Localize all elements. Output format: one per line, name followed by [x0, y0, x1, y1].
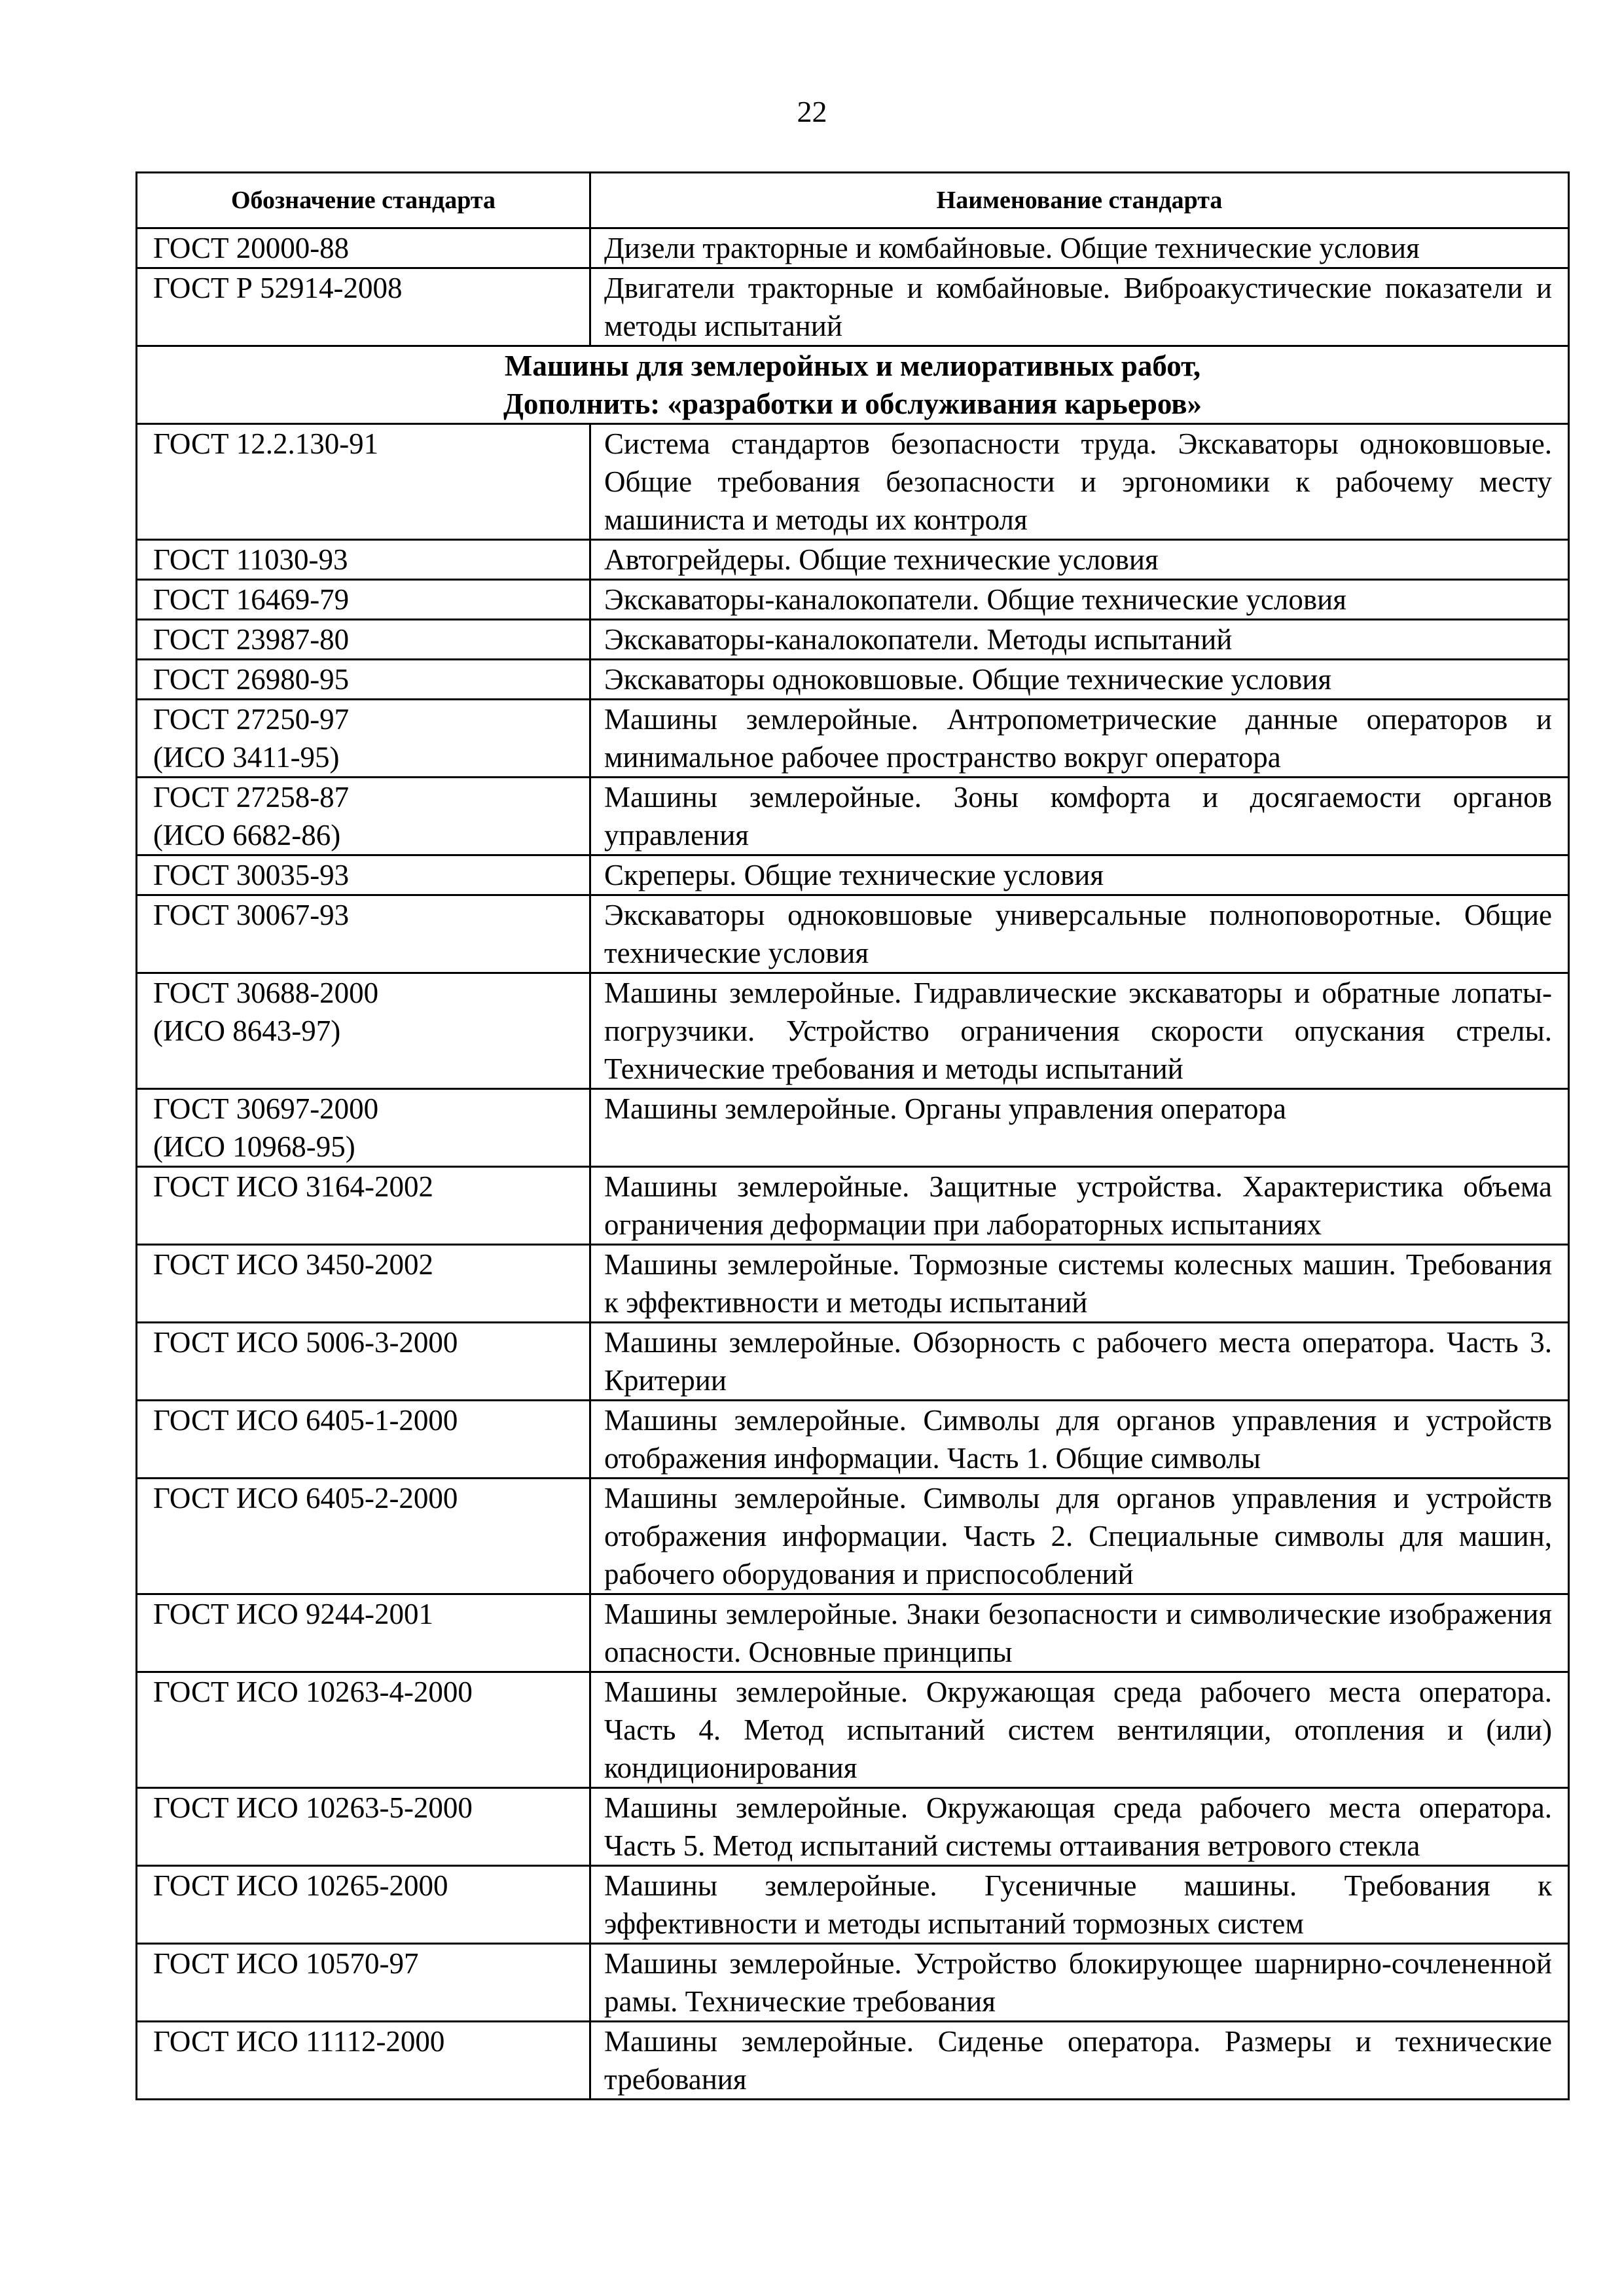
standard-code-cell [137, 1245, 590, 1323]
section-line-2: Дополнить: «разработки и обслуживания карьеров» [503, 387, 1202, 420]
standard-name: Машины землеройные. Устройство блокирующее шарнирно-сочлененной рамы. Технические требования [590, 1944, 1569, 2022]
standard-code: ГОСТ 11030-93 [153, 543, 348, 576]
table-row [137, 1944, 1569, 2022]
standard-code-cell [137, 1323, 590, 1401]
standard-code-cell [137, 1167, 590, 1245]
standard-code-cell [137, 540, 590, 580]
standard-code: ГОСТ 27258-87 [153, 781, 350, 814]
table-body-top [137, 228, 1569, 346]
standard-code-cell [137, 1089, 590, 1167]
standard-code-cell [137, 2022, 590, 2100]
standard-name: Автогрейдеры. Общие технические условия [590, 540, 1569, 580]
standard-code-cell [137, 1788, 590, 1866]
table-row [137, 895, 1569, 973]
table-body-bottom [137, 424, 1569, 2100]
table-row [137, 228, 1569, 268]
standard-name: Экскаваторы-каналокопатели. Методы испытаний [590, 620, 1569, 660]
standard-code-cell [137, 973, 590, 1089]
standard-name: Машины землеройные. Гидравлические экскаваторы и обратные лопаты-погрузчики. Устройство ограничения скорости опускания стрелы. Технические требования и методы испытаний [590, 973, 1569, 1089]
standard-code: ГОСТ 12.2.130-91 [153, 427, 379, 460]
table-row [137, 268, 1569, 346]
table-row [137, 1788, 1569, 1866]
table-row [137, 1594, 1569, 1672]
table-row [137, 700, 1569, 778]
standard-name: Экскаваторы одноковшовые универсальные полноповоротные. Общие технические условия [590, 895, 1569, 973]
standard-code-cell [137, 700, 590, 778]
table-row [137, 1245, 1569, 1323]
standard-code-cell [137, 268, 590, 346]
table-body-section [137, 346, 1569, 424]
standard-code: ГОСТ ИСО 11112-2000 [153, 2025, 445, 2058]
standard-name: Экскаваторы одноковшовые. Общие технические условия [590, 660, 1569, 700]
table-row [137, 1672, 1569, 1788]
standard-code-cell [137, 580, 590, 620]
table-row [137, 855, 1569, 895]
table-row [137, 580, 1569, 620]
standard-code: ГОСТ Р 52914-2008 [153, 272, 403, 304]
section-row [137, 346, 1569, 424]
standard-code-cell [137, 1401, 590, 1479]
table-row [137, 660, 1569, 700]
standard-code: ГОСТ ИСО 10263-4-2000 [153, 1676, 473, 1708]
standard-code: (ИСО 8643-97) [153, 1014, 341, 1047]
standard-code: ГОСТ ИСО 5006-3-2000 [153, 1326, 458, 1359]
standard-code: ГОСТ 30697-2000 [153, 1092, 379, 1125]
table-row [137, 1167, 1569, 1245]
standard-code: ГОСТ 30067-93 [153, 899, 350, 931]
table-row [137, 1479, 1569, 1594]
standard-name: Машины землеройные. Органы управления оператора [590, 1089, 1569, 1167]
standard-name: Скреперы. Общие технические условия [590, 855, 1569, 895]
standard-code: ГОСТ 27250-97 [153, 703, 350, 736]
standard-code: (ИСО 6682-86) [153, 819, 341, 852]
table-row [137, 1866, 1569, 1944]
header-name: Наименование стандарта [590, 173, 1569, 228]
standard-name: Машины землеройные. Окружающая среда рабочего места оператора. Часть 5. Метод испытаний системы оттаивания ветрового стекла [590, 1788, 1569, 1866]
table-row [137, 2022, 1569, 2100]
standard-code-cell [137, 620, 590, 660]
standard-code-cell [137, 1866, 590, 1944]
standard-code-cell [137, 895, 590, 973]
table-row [137, 778, 1569, 855]
standard-name: Машины землеройные. Знаки безопасности и символические изображения опасности. Основные принципы [590, 1594, 1569, 1672]
standard-name: Двигатели тракторные и комбайновые. Виброакустические показатели и методы испытаний [590, 268, 1569, 346]
standard-code-cell [137, 424, 590, 540]
header-designation: Обозначение стандарта [137, 173, 590, 228]
standard-code: ГОСТ 26980-95 [153, 663, 350, 696]
standard-code-cell [137, 1594, 590, 1672]
standard-name: Машины землеройные. Гусеничные машины. Требования к эффективности и методы испытаний тормозных систем [590, 1866, 1569, 1944]
standard-name: Машины землеройные. Тормозные системы колесных машин. Требования к эффективности и методы испытаний [590, 1245, 1569, 1323]
standard-code-cell [137, 778, 590, 855]
standard-name: Машины землеройные. Символы для органов управления и устройств отображения информации. Часть 1. Общие символы [590, 1401, 1569, 1479]
standard-code: (ИСО 3411-95) [153, 741, 340, 774]
standard-code-cell [137, 660, 590, 700]
standard-name: Система стандартов безопасности труда. Экскаваторы одноковшовые. Общие требования безопасности и эргономики к рабочему месту машиниста и методы их контроля [590, 424, 1569, 540]
standard-code: ГОСТ ИСО 6405-2-2000 [153, 1482, 458, 1515]
page-number: 22 [797, 95, 827, 128]
standard-code-cell [137, 855, 590, 895]
standard-code-cell [137, 1944, 590, 2022]
standard-code: ГОСТ ИСО 9244-2001 [153, 1598, 433, 1630]
standard-code: (ИСО 10968-95) [153, 1130, 355, 1163]
standard-name: Экскаваторы-каналокопатели. Общие технические условия [590, 580, 1569, 620]
standard-code-cell [137, 1479, 590, 1594]
standard-code: ГОСТ 16469-79 [153, 583, 350, 616]
standard-name: Машины землеройные. Символы для органов управления и устройств отображения информации. Часть 2. Специальные символы для машин, рабочего оборудования и приспособлений [590, 1479, 1569, 1594]
standard-name: Машины землеройные. Зоны комфорта и досягаемости органов управления [590, 778, 1569, 855]
standard-code: ГОСТ 23987-80 [153, 623, 350, 656]
section-line-1: Машины для землеройных и мелиоративных работ, [504, 350, 1201, 382]
table-row [137, 1401, 1569, 1479]
standard-name: Машины землеройные. Обзорность с рабочего места оператора. Часть 3. Критерии [590, 1323, 1569, 1401]
standard-code: ГОСТ ИСО 10570-97 [153, 1947, 419, 1980]
standard-code: ГОСТ 20000-88 [153, 232, 350, 264]
table-row [137, 540, 1569, 580]
standard-code: ГОСТ ИСО 3164-2002 [153, 1170, 433, 1203]
standard-code: ГОСТ ИСО 6405-1-2000 [153, 1404, 458, 1437]
table-row [137, 1323, 1569, 1401]
standard-code-cell [137, 228, 590, 268]
standard-name: Машины землеройные. Окружающая среда рабочего места оператора. Часть 4. Метод испытаний систем вентиляции, отопления и (или) кондиционирования [590, 1672, 1569, 1788]
standard-code: ГОСТ 30035-93 [153, 859, 350, 891]
standard-code: ГОСТ ИСО 3450-2002 [153, 1248, 433, 1281]
standard-code: ГОСТ ИСО 10265-2000 [153, 1869, 448, 1902]
table-row [137, 973, 1569, 1089]
standard-name: Машины землеройные. Сиденье оператора. Размеры и технические требования [590, 2022, 1569, 2100]
standard-name: Машины землеройные. Антропометрические данные операторов и минимальное рабочее пространство вокруг оператора [590, 700, 1569, 778]
standard-name: Машины землеройные. Защитные устройства. Характеристика объема ограничения деформации при лабораторных испытаниях [590, 1167, 1569, 1245]
standard-name: Дизели тракторные и комбайновые. Общие технические условия [590, 228, 1569, 268]
section-heading [137, 346, 1569, 424]
table-header-row [137, 173, 1569, 228]
table-row [137, 620, 1569, 660]
standard-code: ГОСТ ИСО 10263-5-2000 [153, 1791, 473, 1824]
standards-table [135, 171, 1570, 2100]
table-row [137, 424, 1569, 540]
standard-code-cell [137, 1672, 590, 1788]
table-row [137, 1089, 1569, 1167]
standard-code: ГОСТ 30688-2000 [153, 977, 379, 1009]
